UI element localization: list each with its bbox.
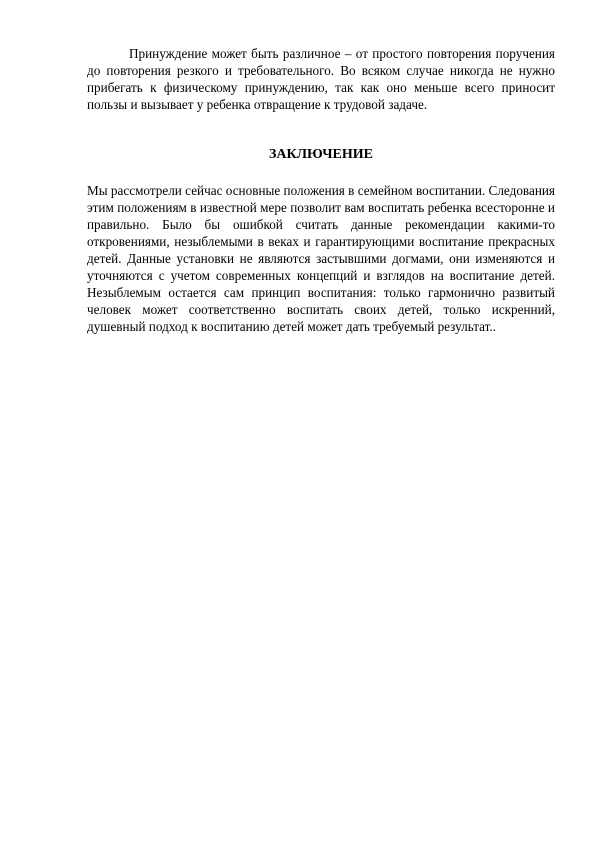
- paragraph-coercion: Принуждение может быть различное – от простого повторения поручения до повторения резкого и требовательного. Во всяком случае никогда не нужно прибегать к физическому принуждению, так как оно меньше всего приносит пользы и вызывает у ребенка отвращение к трудовой задаче.: [87, 46, 555, 112]
- paragraph-conclusion: Мы рассмотрели сейчас основные положения в семейном воспитании. Следования этим положениям в известной мере позволит вам воспитать ребенка всесторонне и правильно. Было бы ошибкой считать данные рекомендации какими-то откровениями, незыблемыми в веках и гарантирующими воспитание прекрасных детей. Данные установки не являются застывшими догмами, они изменяются и уточняются с учетом современных концепций и взглядов на воспитание детей. Незыблемым остается сам принцип воспитания: только гармонично развитый человек может соответственно воспитать своих детей, только искренний, душевный подход к воспитанию детей может дать требуемый результат..: [87, 183, 555, 334]
- section-heading-conclusion: ЗАКЛЮЧЕНИЕ: [268, 147, 374, 162]
